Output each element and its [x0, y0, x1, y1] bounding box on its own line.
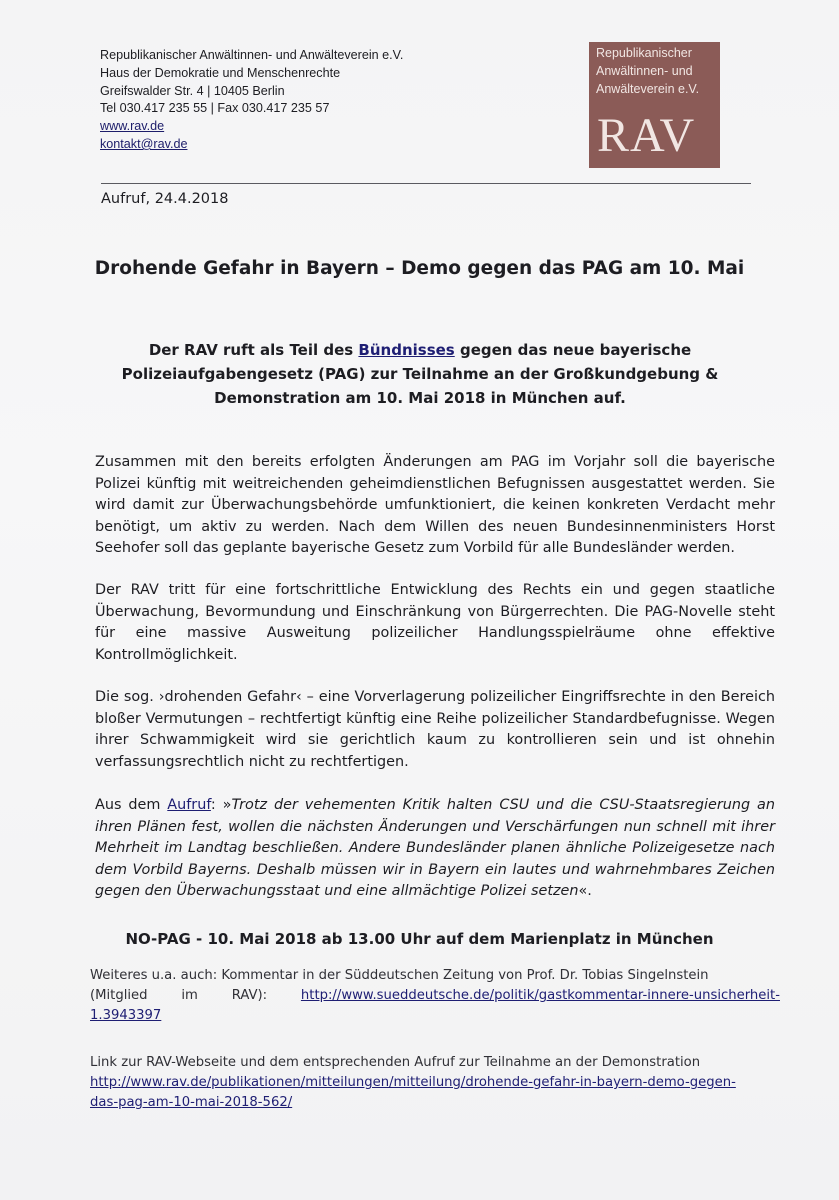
house-name: Haus der Demokratie und Menschenrechte	[100, 65, 341, 80]
rav-link-label: Link zur RAV-Webseite und dem entsprechenden Aufruf zur Teilnahme an der Demonstration	[90, 1055, 701, 1070]
aufruf-link[interactable]: Aufruf	[167, 797, 211, 813]
paragraph-2: Der RAV tritt für eine fortschrittliche Entwicklung des Rechts ein und gegen staatliche Überwachung, Bevormundung und Einschränkung von Bürgerrechten. Die PAG-Novelle steht für eine massive Ausweitung polizeilicher Handlungsspielräume ohne effektive Kontrollmöglichkeit.	[95, 582, 775, 663]
p4-pre: Aus dem	[95, 797, 168, 813]
dateline: Aufruf, 24.4.2018	[101, 191, 229, 207]
logo-abbr: RAV	[597, 109, 696, 162]
further-im: im	[181, 988, 198, 1003]
logo-line2: Anwältinnen- und	[596, 64, 693, 78]
p4-end: «.	[578, 883, 592, 899]
demo-announcement: NO-PAG - 10. Mai 2018 ab 13.00 Uhr auf dem Marienplatz in München	[125, 930, 714, 948]
lead-paragraph	[120, 338, 720, 410]
page-title: Drohende Gefahr in Bayern – Demo gegen das PAG am 10. Mai	[94, 258, 745, 279]
org-name: Republikanischer Anwältinnen- und Anwälteverein e.V.	[100, 48, 404, 62]
further-info	[90, 966, 780, 1026]
letterhead	[100, 47, 530, 154]
paragraph-3: Die sog. ›drohenden Gefahr‹ – eine Vorverlagerung polizeilicher Eingriffsrechte in den Bereich bloßer Vermutungen – rechtfertigt künftig eine Reihe polizeilicher Standardbefugnisse. Wegen ihrer Schwammigkeit wird sie gerichtlich kaum zu kontrollieren sein und ist ohnehin verfassungsrechtlich nicht zu rechtfertigen.	[95, 689, 775, 770]
email-link[interactable]: kontakt@rav.de	[100, 136, 188, 151]
p4-quote: Trotz der vehementen Kritik halten CSU und die CSU-Staatsregierung an ihren Plänen fest, wollen die nächsten Änderungen und Verschärfungen nun schnell mit ihrer Mehrheit im Landtag beschließen. Andere Bundesländer planen ähnliche Polizeigesetze nach dem Vorbild Bayerns. Deshalb müssen wir in Bayern ein lautes und wahrnehmbares Zeichen gegen den Überwachungsstaat und eine allmächtige Polizei setzen	[95, 797, 775, 899]
rav-link-part1[interactable]: http://www.rav.de/publikationen/mitteilungen/mitteilung/drohende-gefahr-in-bayern-demo-gegen-	[90, 1075, 736, 1090]
header-divider	[101, 183, 751, 184]
buendnis-link[interactable]: Bündnisses	[358, 341, 455, 359]
rav-link-part2[interactable]: das-pag-am-10-mai-2018-562/	[90, 1095, 293, 1110]
paragraph-4	[95, 795, 775, 903]
sz-link-part2[interactable]: 1.3943397	[90, 1008, 162, 1023]
lead-pre: Der RAV ruft als Teil des	[148, 341, 359, 359]
rav-logo	[589, 42, 720, 168]
further-mitglied: (Mitglied	[90, 988, 148, 1003]
p4-mid: : »	[210, 797, 232, 813]
logo-line1: Republikanischer	[596, 46, 692, 60]
sz-link-part1[interactable]: http://www.sueddeutsche.de/politik/gastkommentar-innere-unsicherheit-	[300, 988, 780, 1003]
lead-post: gegen das neue bayerische Polizeiaufgabengesetz (PAG) zur Teilnahme an der Großkundgebung & Demonstration am 10. Mai 2018 in München auf.	[121, 341, 719, 407]
paragraph-1: Zusammen mit den bereits erfolgten Änderungen am PAG im Vorjahr soll die bayerische Polizei künftig mit weitreichenden geheimdienstlichen Befugnissen ausgestattet werden. Sie wird damit zur Überwachungsbehörde umfunktioniert, die keinen konkreten Verdacht mehr benötigt, um aktiv zu werden. Nach dem Willen des neuen Bundesinnenministers Horst Seehofer soll das geplante bayerische Gesetz zum Vorbild für alle Bundesländer werden.	[95, 454, 775, 556]
rav-link-section	[90, 1053, 780, 1113]
website-link[interactable]: www.rav.de	[100, 119, 165, 134]
further-info-line1: Weiteres u.a. auch: Kommentar in der Süddeutschen Zeitung von Prof. Dr. Tobias Singelnstein	[90, 968, 709, 983]
further-rav: RAV):	[231, 988, 268, 1003]
phone-fax: Tel 030.417 235 55 | Fax 030.417 235 57	[100, 101, 330, 116]
further-info-line2	[90, 986, 780, 1006]
address: Greifswalder Str. 4 | 10405 Berlin	[100, 83, 285, 98]
logo-line3: Anwälteverein e.V.	[596, 82, 700, 96]
